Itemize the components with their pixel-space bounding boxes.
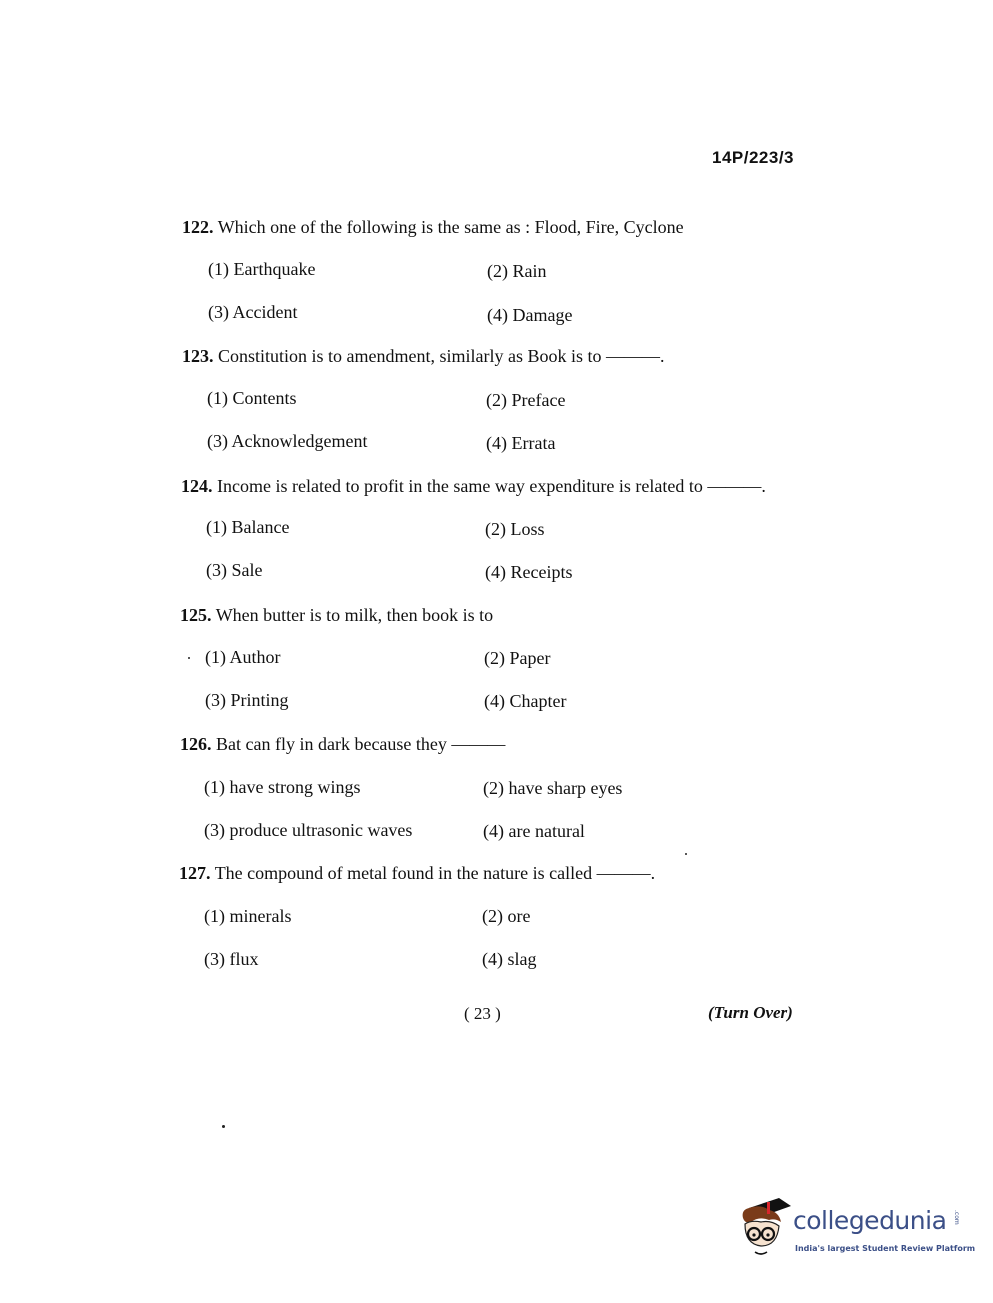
option-125-2: (2) Paper [484, 648, 551, 668]
question-number: 123. [182, 346, 214, 366]
option-126-4: (4) are natural [483, 821, 585, 841]
question-number: 127. [179, 863, 211, 883]
question-122 [182, 217, 742, 238]
question-text: The compound of metal found in the nature is called ———. [214, 863, 656, 883]
scan-speck [685, 853, 687, 855]
option-123-1: (1) Contents [207, 388, 297, 408]
question-126 [180, 734, 740, 755]
scan-speck [188, 657, 190, 659]
mascot-icon [735, 1196, 793, 1260]
option-124-3: (3) Sale [206, 560, 263, 580]
option-127-4: (4) slag [482, 949, 537, 969]
option-125-1: (1) Author [205, 647, 281, 667]
question-123 [182, 346, 742, 367]
question-text: When butter is to milk, then book is to [215, 605, 494, 625]
option-122-4: (4) Damage [487, 305, 573, 325]
option-122-2: (2) Rain [487, 261, 547, 281]
question-text: Constitution is to amendment, similarly as Book is to ———. [218, 346, 665, 366]
option-127-2: (2) ore [482, 906, 531, 926]
option-124-1: (1) Balance [206, 517, 290, 537]
page-number: ( 23 ) [464, 1004, 501, 1023]
option-123-3: (3) Acknowledgement [207, 431, 368, 451]
question-text: Bat can fly in dark because they ——— [216, 734, 506, 754]
option-122-3: (3) Accident [208, 302, 298, 322]
question-number: 126. [180, 734, 212, 754]
option-126-3: (3) produce ultrasonic waves [204, 820, 413, 840]
question-text: Income is related to profit in the same way expenditure is related to ———. [217, 476, 766, 496]
logo-tagline: India's largest Student Review Platform [795, 1244, 976, 1253]
collegedunia-logo [735, 1196, 976, 1266]
option-126-1: (1) have strong wings [204, 777, 361, 797]
option-125-3: (3) Printing [205, 690, 289, 710]
paper-code: 14P/223/3 [712, 148, 795, 167]
question-127 [179, 863, 739, 884]
option-122-1: (1) Earthquake [208, 259, 316, 279]
logo-tld: .com [953, 1210, 960, 1225]
question-number: 124. [181, 476, 213, 496]
option-125-4: (4) Chapter [484, 691, 567, 711]
question-125 [180, 605, 740, 626]
option-127-1: (1) minerals [204, 906, 292, 926]
scan-speck [222, 1125, 225, 1128]
logo-wordmark: collegedunia [793, 1206, 947, 1235]
option-123-4: (4) Errata [486, 433, 556, 453]
question-text: Which one of the following is the same as : Flood, Fire, Cyclone [217, 217, 684, 237]
option-127-3: (3) flux [204, 949, 259, 969]
question-124 [181, 476, 766, 497]
question-number: 125. [180, 605, 212, 625]
turn-over-note: (Turn Over) [708, 1003, 793, 1022]
option-124-2: (2) Loss [485, 519, 545, 539]
question-number: 122. [182, 217, 214, 237]
option-126-2: (2) have sharp eyes [483, 778, 623, 798]
option-124-4: (4) Receipts [485, 562, 573, 582]
option-123-2: (2) Preface [486, 390, 566, 410]
